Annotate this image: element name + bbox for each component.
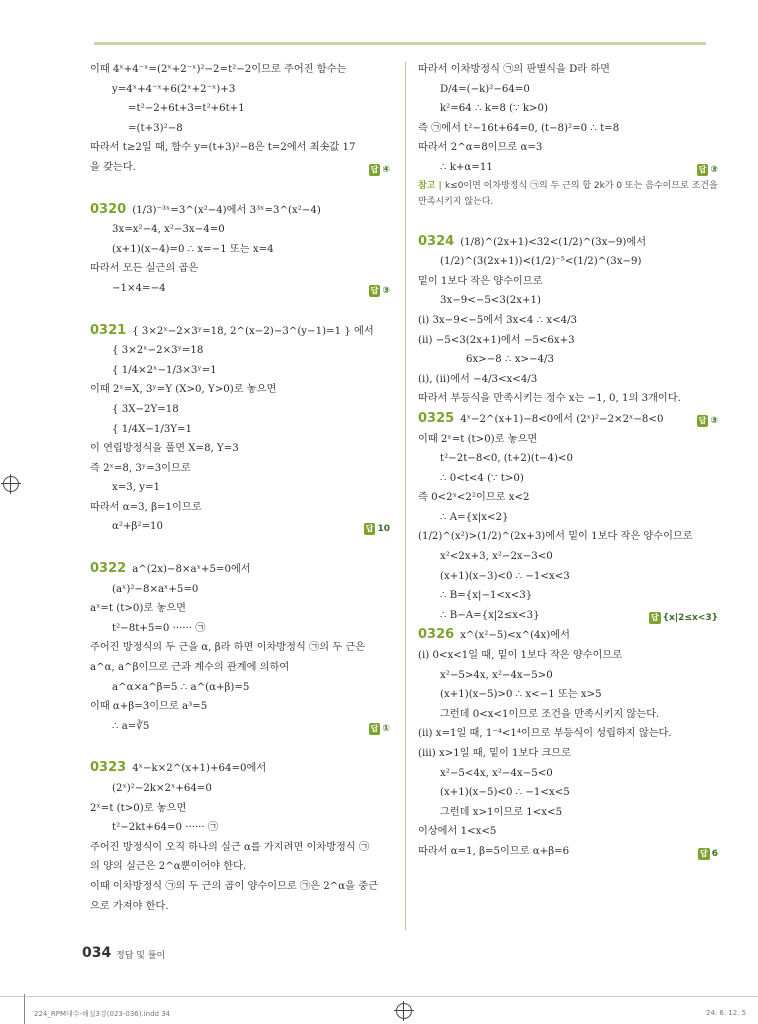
line-text: 6x>−8 ∴ x>−4/3	[466, 354, 554, 366]
line-text: (x+1)(x−3)<0 ∴ −1<x<3	[440, 570, 570, 582]
top-rule	[94, 42, 706, 45]
answer-label: 답	[365, 524, 374, 534]
line-text: t²−8t+5=0 ······ ㉠	[112, 622, 206, 634]
left-column	[90, 60, 390, 916]
solution-line	[90, 439, 390, 459]
line-text: 즉 ㉠에서 t²−16t+64=0, (t−8)²=0 ∴ t=8	[418, 122, 620, 134]
column-divider	[405, 62, 406, 930]
line-text: (ii) x=1일 때, 1⁻⁴<1⁴이므로 부등식이 성립하지 않는다.	[418, 728, 672, 740]
solution-line	[418, 449, 718, 469]
line-text: 을 갖는다.	[90, 161, 136, 173]
solution-line	[90, 99, 390, 119]
answer-label: 답	[370, 285, 379, 295]
solution-line	[90, 498, 390, 518]
answer-value: ③	[382, 285, 390, 296]
solution-line	[418, 331, 718, 351]
solution-line	[418, 567, 718, 587]
line-text: 이상에서 1<x<5	[418, 826, 497, 838]
section-gap	[90, 537, 390, 559]
solution-line	[90, 478, 390, 498]
solution-line	[418, 138, 718, 158]
line-text: x^(x²−5)<x^(4x)에서	[460, 630, 570, 642]
solution-line	[90, 158, 390, 178]
note-text: k≤0이면 이차방정식 ㉠의 두 근의 합 2k가 0 또는 음수이므로 조건을 만족시키지 않는다.	[418, 180, 718, 207]
solution-line	[90, 717, 390, 737]
solution-line	[90, 459, 390, 479]
line-text: 즉 2ˣ=8, 3ʸ=3이므로	[90, 462, 191, 474]
solution-line	[418, 389, 718, 409]
solution-line	[90, 697, 390, 717]
solution-line	[90, 658, 390, 678]
solution-line	[418, 508, 718, 528]
solution-line	[418, 547, 718, 567]
section-gap	[90, 736, 390, 758]
line-text: ∴ a=∛5	[112, 720, 150, 732]
answer-value: ④	[382, 164, 390, 175]
section-gap	[90, 299, 390, 321]
line-text: ∴ 0<t<4 (∵ t>0)	[440, 472, 524, 484]
line-text: a^α×a^β=5 ∴ a^(α+β)=5	[112, 681, 250, 693]
answer-value: {x|2≤x<3}	[662, 612, 718, 623]
print-slug-date: 24. 6. 12. 5	[706, 1009, 747, 1017]
answer-label: 답	[370, 723, 379, 733]
line-text: 따라서 α=3, β=1이므로	[90, 501, 202, 513]
solution-line	[418, 803, 718, 823]
problem-heading-line	[90, 321, 390, 342]
problem-heading-line	[418, 409, 718, 430]
line-text: (i) 0<x<1일 때, 밑이 1보다 작은 양수이므로	[418, 650, 623, 662]
solution-line	[90, 838, 390, 858]
solution-line	[418, 60, 718, 80]
line-text: 3x=x²−4, x²−3x−4=0	[112, 224, 225, 236]
line-text: (aˣ)²−8×aˣ+5=0	[112, 583, 199, 595]
line-text: 이 연립방정식을 풀면 X=8, Y=3	[90, 443, 239, 455]
problem-heading-line	[418, 232, 718, 253]
line-text: (x+1)(x−5)<0 ∴ −1<x<5	[440, 787, 570, 799]
solution-line	[90, 380, 390, 400]
problem-number: 0323	[90, 760, 127, 776]
line-text: (1/3)⁻³ˣ=3^(x²−4)에서 3³ˣ=3^(x²−4)	[132, 204, 321, 216]
answer-label: 답	[698, 164, 707, 174]
problem-number: 0325	[418, 410, 455, 426]
line-text: =t²−2+6t+3=t²+6t+1	[128, 103, 245, 115]
solution-line	[418, 842, 718, 862]
registration-mark-icon	[3, 476, 19, 492]
answer-label: 답	[370, 164, 379, 174]
line-text: D/4=(−k)²−64=0	[440, 83, 530, 95]
solution-line	[90, 138, 390, 158]
answer-label: 답	[700, 848, 708, 858]
line-text: 따라서 부등식을 만족시키는 정수 x는 −1, 0, 1의 3개이다.	[418, 393, 681, 405]
solution-line	[418, 119, 718, 139]
answer-badge	[369, 282, 390, 302]
solution-line	[418, 764, 718, 784]
solution-line	[90, 877, 390, 897]
line-text: 따라서 2^α=8이므로 α=3	[418, 142, 543, 154]
line-text: { 1/4X−1/3Y=1	[112, 423, 193, 435]
section-gap	[418, 210, 718, 232]
line-text: 4ˣ−2^(x+1)−8<0에서 (2ˣ)²−2×2ˣ−8<0	[460, 413, 664, 425]
line-text: { 3×2ˣ−2×3ʸ=18	[112, 345, 204, 357]
line-text: ∴ k+α=11	[440, 161, 493, 173]
print-slug-rule	[0, 996, 758, 997]
line-text: 이때 α+β=3이므로 a³=5	[90, 701, 208, 713]
line-text: −1×4=−4	[112, 282, 166, 294]
answer-value: ①	[382, 723, 390, 734]
solution-line	[418, 488, 718, 508]
solution-line	[418, 606, 718, 626]
solution-line	[418, 724, 718, 744]
problem-heading-line	[90, 559, 390, 580]
solution-line	[90, 818, 390, 838]
solution-line	[90, 779, 390, 799]
solution-line	[418, 744, 718, 764]
registration-mark-icon	[396, 1003, 412, 1019]
line-text: (x+1)(x−5)>0 ∴ x<−1 또는 x>5	[440, 689, 602, 701]
line-text: 으로 가져야 한다.	[90, 900, 169, 912]
line-text: =(t+3)²−8	[128, 122, 183, 134]
solution-line	[418, 586, 718, 606]
line-text: 그런데 x>1이므로 1<x<5	[440, 806, 563, 818]
answer-value: ③	[710, 164, 718, 175]
solution-line	[90, 400, 390, 420]
footer-label: 정답 및 풀이	[116, 951, 166, 961]
solution-line	[418, 705, 718, 725]
solution-line	[418, 527, 718, 547]
line-text: 4ˣ−k×2^(x+1)+64=0에서	[132, 763, 267, 775]
line-text: { 1/4×2ˣ−1/3×3ʸ=1	[112, 364, 217, 376]
solution-line	[90, 279, 390, 299]
line-text: x²−5>4x, x²−4x−5>0	[440, 669, 553, 681]
line-text: a^α, a^β이므로 근과 계수의 관계에 의하여	[90, 662, 290, 674]
solution-line	[90, 619, 390, 639]
problem-number: 0321	[90, 322, 127, 338]
solution-line	[418, 822, 718, 842]
answer-badge	[364, 520, 390, 540]
solution-line	[90, 341, 390, 361]
solution-line	[90, 517, 390, 537]
problem-heading-line	[418, 625, 718, 646]
solution-line	[418, 783, 718, 803]
line-text: 그런데 0<x<1이므로 조건을 만족시키지 않는다.	[440, 708, 660, 720]
solution-line	[418, 291, 718, 311]
solution-line	[90, 897, 390, 917]
line-text: a^(2x)−8×aˣ+5=0에서	[132, 564, 251, 576]
line-text: 주어진 방정식이 오직 하나의 실근 α를 가지려면 이차방정식 ㉠	[90, 841, 370, 853]
line-text: α²+β²=10	[112, 521, 163, 533]
answer-value: ③	[710, 415, 718, 426]
line-text: ∴ B−A={x|2≤x<3}	[440, 609, 540, 621]
answer-badge	[369, 720, 390, 740]
problem-heading-line	[90, 200, 390, 221]
line-text: x=3, y=1	[112, 482, 161, 494]
answer-badge	[698, 845, 718, 865]
line-text: (i), (ii)에서 −4/3<x<4/3	[418, 373, 538, 385]
section-gap	[90, 178, 390, 200]
line-text: (1/2)^(3(2x+1))<(1/2)⁻⁵<(1/2)^(3x−9)	[440, 256, 642, 268]
line-text: 따라서 이차방정식 ㉠의 판별식을 D라 하면	[418, 64, 611, 75]
answer-badge	[369, 161, 390, 181]
solution-line	[90, 80, 390, 100]
line-text: aˣ=t (t>0)로 놓으면	[90, 603, 186, 615]
line-text: y=4ˣ+4⁻ˣ+6(2ˣ+2⁻ˣ)+3	[112, 83, 236, 95]
line-text: (1/2)^(x²)>(1/2)^(2x+3)에서 밑이 1보다 작은 양수이므로	[418, 531, 693, 543]
line-text: ∴ A={x|x<2}	[440, 511, 509, 523]
right-column	[418, 60, 718, 862]
line-text: { 3X−2Y=18	[112, 403, 179, 415]
solution-line	[90, 220, 390, 240]
line-text: 밑이 1보다 작은 양수이므로	[418, 275, 543, 287]
page-number: 034	[82, 945, 112, 961]
answer-value: 6	[711, 848, 718, 859]
line-text: (x+1)(x−4)=0 ∴ x=−1 또는 x=4	[112, 243, 274, 255]
answer-label: 답	[650, 612, 659, 622]
print-slug-file: 224_RPM대수-해설3강(023-036).indd 34	[34, 1010, 171, 1018]
problem-number: 0322	[90, 561, 127, 577]
solution-line	[418, 252, 718, 272]
line-text: (1/8)^(2x+1)<32<(1/2)^(3x−9)에서	[460, 236, 647, 248]
line-text: 따라서 α=1, β=5이므로 α+β=6	[418, 845, 570, 857]
solution-line	[90, 240, 390, 260]
solution-line	[90, 361, 390, 381]
line-text: (i) 3x−9<−5에서 3x<4 ∴ x<4/3	[418, 314, 578, 326]
solution-line	[90, 638, 390, 658]
solution-line	[90, 119, 390, 139]
line-text: { 3×2ˣ−2×3ʸ=18, 2^(x−2)−3^(y−1)=1 } 에서	[132, 325, 374, 337]
line-text: (ii) −5<3(2x+1)에서 −5<6x+3	[418, 334, 575, 346]
solution-line	[90, 799, 390, 819]
solution-line	[90, 60, 390, 80]
note-tag: 참고 |	[418, 180, 445, 191]
answer-label: 답	[698, 415, 707, 425]
line-text: 따라서 모든 실근의 곱은	[90, 263, 199, 275]
line-text: 이때 4ˣ+4⁻ˣ=(2ˣ+2⁻ˣ)²−2=t²−2이므로 주어진 함수는	[90, 64, 347, 75]
line-text: 이때 2ˣ=X, 3ʸ=Y (X>0, Y>0)로 놓으면	[90, 384, 277, 396]
line-text: 이때 2ˣ=t (t>0)로 놓으면	[418, 433, 538, 445]
line-text: k²=64 ∴ k=8 (∵ k>0)	[440, 103, 549, 115]
solution-line	[418, 666, 718, 686]
solution-line	[418, 685, 718, 705]
solution-line	[418, 350, 718, 370]
line-text: 주어진 방정식의 두 근을 α, β라 하면 이차방정식 ㉠의 두 근은	[90, 642, 366, 654]
line-text: (iii) x>1일 때, 밑이 1보다 크므로	[418, 748, 571, 759]
solution-line	[418, 158, 718, 178]
answer-badge	[697, 161, 718, 181]
problem-heading-line	[90, 758, 390, 779]
note-box	[418, 178, 718, 210]
line-text: x²<2x+3, x²−2x−3<0	[440, 551, 553, 563]
line-text: t²−2kt+64=0 ······ ㉠	[112, 822, 219, 834]
solution-line	[418, 272, 718, 292]
line-text: ∴ B={x|−1<x<3}	[440, 590, 533, 602]
line-text: 3x−9<−5<3(2x+1)	[440, 295, 542, 307]
solution-line	[418, 646, 718, 666]
problem-number: 0326	[418, 627, 455, 643]
solution-line	[418, 430, 718, 450]
solution-line	[418, 311, 718, 331]
line-text: 따라서 t≥2일 때, 함수 y=(t+3)²−8은 t=2에서 최솟값 17	[90, 142, 356, 154]
line-text: 이때 이차방정식 ㉠의 두 근의 곱이 양수이므로 ㉠은 2^α을 중근	[90, 880, 378, 892]
problem-number: 0320	[90, 201, 127, 217]
line-text: (2ˣ)²−2k×2ˣ+64=0	[112, 783, 212, 794]
solution-line	[418, 80, 718, 100]
line-text: t²−2t−8<0, (t+2)(t−4)<0	[440, 453, 573, 465]
answer-value: 10	[377, 524, 390, 535]
problem-number: 0324	[418, 233, 455, 249]
solution-line	[418, 99, 718, 119]
line-text: 즉 0<2ˣ<2²이므로 x<2	[418, 492, 530, 504]
line-text: 의 양의 실근은 2^α뿐이어야 한다.	[90, 861, 247, 873]
crop-mark	[24, 994, 25, 1024]
line-text: 2ˣ=t (t>0)로 놓으면	[90, 802, 187, 814]
solution-line	[90, 420, 390, 440]
solution-line	[418, 370, 718, 390]
solution-line	[90, 599, 390, 619]
solution-line	[90, 678, 390, 698]
solution-line	[90, 580, 390, 600]
solution-line	[90, 857, 390, 877]
line-text: x²−5<4x, x²−4x−5<0	[440, 767, 553, 779]
solution-line	[90, 259, 390, 279]
solution-line	[418, 469, 718, 489]
